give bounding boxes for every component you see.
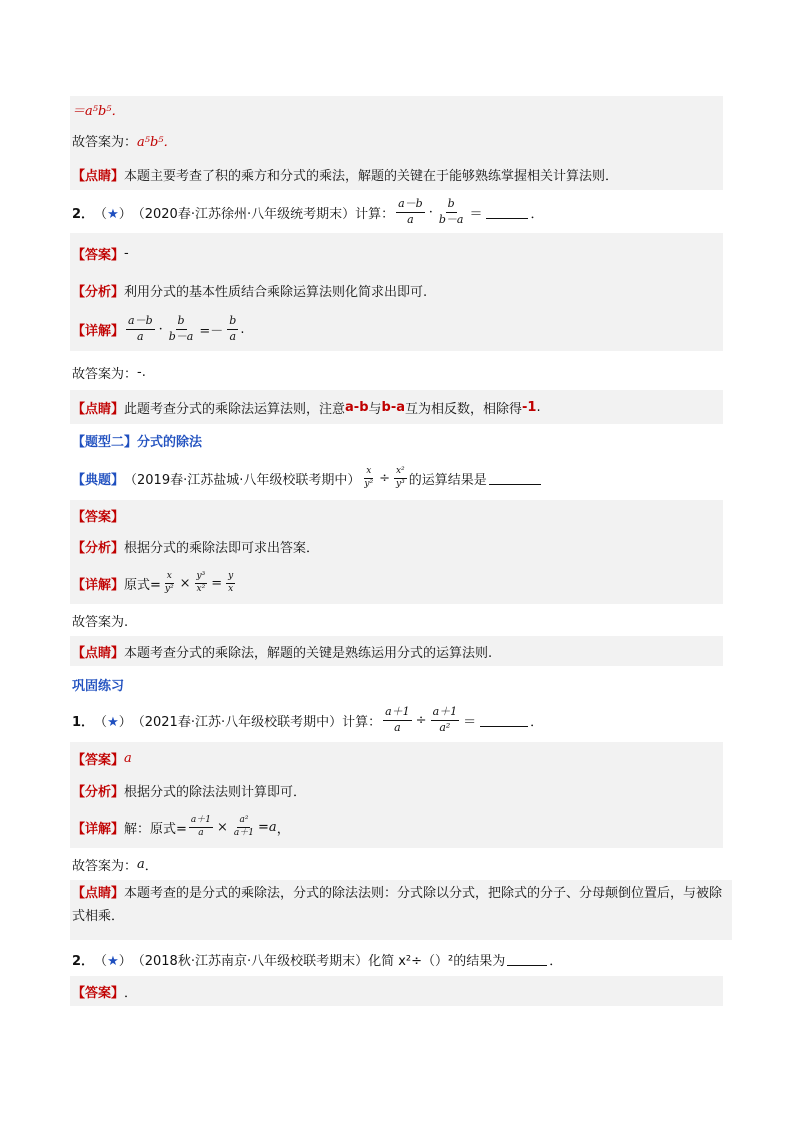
answer-value: a⁵b⁵． <box>137 134 177 150</box>
example-detail-line <box>70 562 723 604</box>
equals-sign: = <box>211 575 223 591</box>
fraction <box>189 816 213 839</box>
period: ． <box>530 714 544 730</box>
result-value: -. <box>137 364 146 380</box>
analysis-text: 利用分式的基本性质结合乘除运算法则化简求出即可. <box>124 284 428 300</box>
denominator: b－a <box>438 212 464 226</box>
example-result-line <box>70 604 723 636</box>
expression: a-b <box>345 399 369 415</box>
answer-value: a <box>124 750 132 766</box>
analysis-text: 根据分式的除法法则计算即可． <box>124 784 307 800</box>
paren: （ <box>94 206 108 222</box>
q2-result-line <box>70 355 723 389</box>
value: a <box>268 819 277 835</box>
fraction <box>226 572 235 595</box>
star-rating <box>94 711 132 730</box>
result-label: 故答案为： <box>72 858 138 874</box>
period: ． <box>530 206 544 222</box>
answer-tag: 【答案】 <box>72 752 125 768</box>
analysis-tag: 【分析】 <box>72 540 125 556</box>
q2-analysis-line <box>70 273 723 307</box>
value: -1 <box>522 399 537 415</box>
fraction <box>362 467 375 490</box>
heading-text: 【题型二】分式的除法 <box>72 434 203 450</box>
comment-tag: 【点睛】 <box>72 401 125 417</box>
denominator: a＋1 <box>233 827 255 838</box>
fraction <box>227 315 238 342</box>
denominator: a <box>407 212 414 226</box>
expression: b-a <box>381 399 406 415</box>
comment-line <box>70 158 723 190</box>
numerator: a² <box>237 816 250 828</box>
star-rating <box>94 203 132 222</box>
practice-question-1 <box>70 700 723 740</box>
numerator: y³ <box>195 572 208 584</box>
numerator: a－b <box>126 315 155 329</box>
fraction <box>394 467 407 490</box>
paren: ） <box>118 714 132 730</box>
period: ． <box>549 953 563 969</box>
period: ． <box>144 858 158 874</box>
period: . <box>536 399 541 415</box>
answer-tag: 【答案】 <box>72 247 125 263</box>
fraction <box>126 315 155 342</box>
denominator: a <box>198 827 204 838</box>
denominator: a <box>394 720 401 734</box>
heading-text: 巩固练习 <box>72 678 125 694</box>
denominator: x <box>228 583 234 594</box>
equals-sign: ＝ <box>469 206 483 222</box>
star-icon: ★ <box>107 714 119 730</box>
numerator: a＋1 <box>431 706 460 720</box>
p1-analysis-line <box>70 774 723 806</box>
equals-sign: =－ <box>199 323 224 339</box>
result-text: 故答案为. <box>72 614 129 630</box>
example-answer-line <box>70 500 723 530</box>
numerator: y <box>226 572 235 584</box>
question-source: （2018秋·江苏南京·八年级校联考期末）化简 x²÷（）²的结果为 <box>131 953 506 969</box>
numerator: b <box>176 315 187 329</box>
denominator: a <box>229 329 237 343</box>
numerator: a－b <box>396 198 425 212</box>
comment-tag: 【点睛】 <box>72 645 125 661</box>
answer-blank <box>507 953 547 966</box>
practice-question-2 <box>70 942 723 976</box>
comment-text: 本题考查的是分式的乘除法，分式的除法法则：分式除以分式，把除式的分子、分母颠倒位置后，与被除式相乘． <box>72 886 723 924</box>
answer-blank <box>489 472 541 485</box>
detail-tag: 【详解】 <box>72 577 125 593</box>
denominator: x² <box>196 583 206 594</box>
question-number: 2． <box>72 206 95 222</box>
punctuation: ， <box>276 821 290 837</box>
period: . <box>240 321 245 337</box>
fraction <box>383 706 412 733</box>
numerator: x <box>165 572 174 584</box>
q2-comment-line <box>70 390 723 424</box>
analysis-tag: 【分析】 <box>72 784 125 800</box>
question-source: （2021春·江苏·八年级校联考期中）计算： <box>131 714 382 730</box>
comment-text: 此题考查分式的乘除法运算法则，注意 <box>124 401 346 417</box>
paren: （ <box>94 953 108 969</box>
question-number: 1． <box>72 714 95 730</box>
p1-comment-line <box>70 880 732 940</box>
example-comment-line <box>70 636 723 666</box>
star-rating <box>94 950 132 969</box>
example-tag: 【典题】 <box>72 472 125 488</box>
denominator: b－a <box>168 329 194 343</box>
paren: ） <box>118 206 132 222</box>
star-icon: ★ <box>107 953 119 969</box>
denominator: y³ <box>395 478 405 489</box>
q2-answer-line <box>70 233 723 273</box>
comment-tag: 【点睛】 <box>72 886 125 901</box>
result-label: 故答案为： <box>72 366 138 382</box>
detail-tag: 【详解】 <box>72 821 125 837</box>
comment-text: 与 <box>368 401 382 417</box>
numerator: x <box>364 467 373 479</box>
numerator: b <box>227 315 238 329</box>
numerator: a＋1 <box>383 706 412 720</box>
analysis-text: 根据分式的乘除法即可求出答案． <box>124 540 320 556</box>
answer-tag: 【答案】 <box>72 985 125 1001</box>
answer-text: - <box>124 245 129 261</box>
equals-sign: ＝ <box>463 714 477 730</box>
operator: · <box>158 321 163 337</box>
fraction <box>163 572 176 595</box>
fraction <box>437 198 466 225</box>
numerator: x² <box>394 467 407 479</box>
fraction <box>167 315 196 342</box>
answer-line <box>70 122 723 158</box>
fraction <box>195 572 208 595</box>
comment-text: 本题考查分式的乘除法，解题的关键是熟练运用分式的运算法则. <box>124 645 493 661</box>
p1-result-line <box>70 848 723 880</box>
detail-prefix: 解：原式= <box>124 821 187 837</box>
example-question <box>70 456 723 500</box>
answer-text: ． <box>124 985 138 1001</box>
example-analysis-line <box>70 530 723 562</box>
answer-blank <box>480 714 528 727</box>
question-2 <box>70 192 723 232</box>
p1-detail-line <box>70 806 723 848</box>
fraction <box>396 198 425 225</box>
denominator: a <box>137 329 144 343</box>
practice-heading <box>70 670 723 698</box>
operator: · <box>428 204 433 220</box>
denominator: y² <box>164 583 174 594</box>
comment-text: 互为相反数，相除得 <box>405 401 523 417</box>
answer-label: 故答案为： <box>72 134 138 150</box>
question-text: 的运算结果是 <box>408 472 487 488</box>
detail-prefix: 原式= <box>124 577 161 593</box>
denominator: y² <box>364 478 374 489</box>
operator: ÷ <box>379 470 390 486</box>
denominator: a² <box>439 720 451 734</box>
result-value: a <box>137 856 145 872</box>
paren: （ <box>94 714 108 730</box>
answer-tag: 【答案】 <box>72 509 125 525</box>
comment-tag: 【点睛】 <box>72 168 125 184</box>
result-expression: ＝a⁵b⁵． <box>72 103 125 119</box>
numerator: b <box>446 198 457 212</box>
operator: × <box>179 575 191 591</box>
operator: ÷ <box>415 712 427 728</box>
q2-detail-line <box>70 307 723 351</box>
numerator: a＋1 <box>189 816 213 828</box>
equals-sign: = <box>258 819 269 835</box>
answer-blank <box>486 206 528 219</box>
comment-text: 本题主要考查了积的乘方和分式的乘法，解题的关键在于能够熟练掌握相关计算法则． <box>124 168 619 184</box>
paren: ） <box>118 953 132 969</box>
fraction <box>431 706 460 733</box>
result-line <box>70 96 723 122</box>
operator: × <box>217 819 228 835</box>
fraction <box>232 816 256 839</box>
question-number: 2． <box>72 953 95 969</box>
detail-tag: 【详解】 <box>72 323 125 339</box>
question-source: （2020春·江苏徐州·八年级统考期末）计算： <box>131 206 395 222</box>
star-icon: ★ <box>107 206 119 222</box>
analysis-tag: 【分析】 <box>72 284 125 300</box>
p1-answer-line <box>70 742 723 774</box>
question-source: （2019春·江苏盐城·八年级校联考期中） <box>124 472 361 488</box>
section-heading <box>70 426 723 454</box>
p2-answer-line <box>70 976 723 1006</box>
